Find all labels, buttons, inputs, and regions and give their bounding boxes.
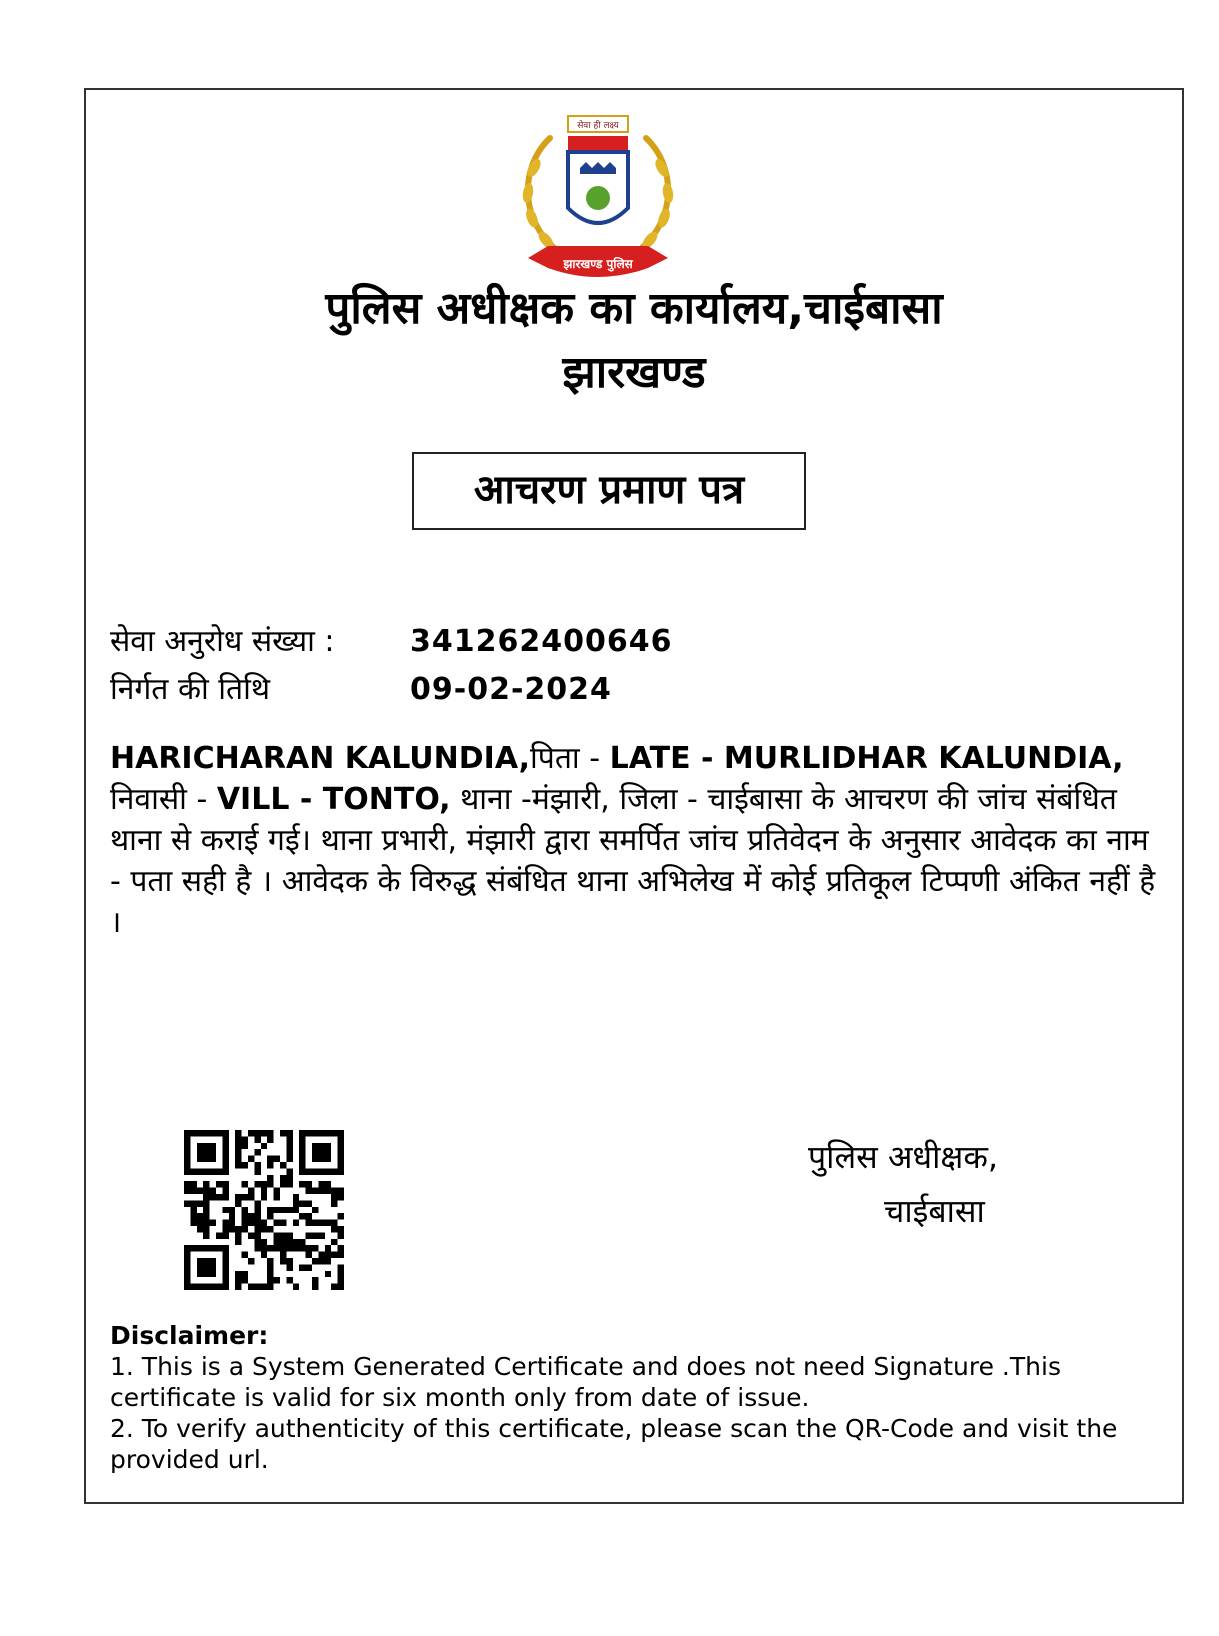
certificate-body — [110, 738, 1160, 943]
signatory-designation: पुलिस अधीक्षक, — [808, 1138, 999, 1176]
signature-block — [808, 1130, 998, 1238]
applicant-name: HARICHARAN KALUNDIA, — [110, 741, 531, 776]
issue-date-row — [110, 668, 612, 712]
emblem-motto: सेवा ही लक्ष्य — [577, 121, 619, 131]
certificate-title: आचरण प्रमाण पत्र — [412, 452, 806, 530]
request-number-value: 341262400646 — [410, 624, 673, 659]
disclaimer-heading: Disclaimer: — [110, 1321, 269, 1350]
father-name: LATE - MURLIDHAR KALUNDIA, — [609, 741, 1124, 776]
issue-date-value: 09-02-2024 — [410, 672, 612, 707]
police-emblem-icon — [488, 108, 708, 298]
request-number-label: सेवा अनुरोध संख्या : — [110, 624, 335, 659]
request-number-row — [110, 620, 673, 664]
emblem-ribbon-text: झारखण्ड पुलिस — [563, 257, 633, 271]
resident-label: निवासी - — [110, 782, 217, 817]
disclaimer-item-2: 2. To verify authenticity of this certificate, please scan the QR-Code and visit the provided url. — [110, 1414, 1118, 1474]
disclaimer-item-1: 1. This is a System Generated Certificate and does not need Signature .This certificate is valid for six month only from date of issue. — [110, 1352, 1061, 1412]
certificate-statement: थाना -मंझारी, जिला - चाईबासा के आचरण की जांच संबंधित थाना से कराई गई। थाना प्रभारी, मंझारी द्वारा समर्पित जांच प्रतिवेदन के अनुसार आवेदक का नाम - पता सही है । आवेदक के विरुद्ध संबंधित थाना अभिलेख में कोई प्रतिकूल टिप्पणी अंकित नहीं है । — [110, 782, 1156, 940]
village-name: VILL - TONTO, — [216, 782, 451, 817]
father-label: पिता - — [530, 741, 610, 776]
issue-date-label: निर्गत की तिथि — [110, 672, 271, 707]
state-title: झारखण्ड — [562, 347, 706, 398]
qr-code-icon — [184, 1130, 344, 1290]
signatory-location: चाईबासा — [884, 1192, 985, 1230]
disclaimer — [110, 1320, 1150, 1475]
office-title: पुलिस अधीक्षक का कार्यालय,चाईबासा — [325, 283, 943, 334]
